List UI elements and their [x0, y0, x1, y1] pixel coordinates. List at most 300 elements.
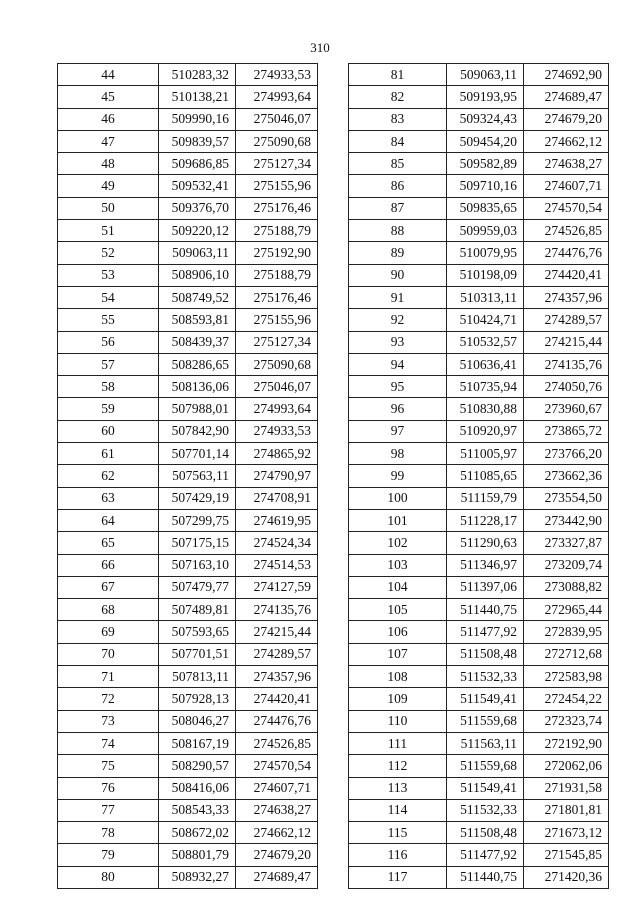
- y-coordinate-cell: 272323,74: [524, 710, 609, 732]
- point-number-cell: 104: [349, 576, 447, 598]
- table-row: [58, 554, 318, 576]
- y-coordinate-cell: 274215,44: [524, 331, 609, 353]
- point-number-cell: 60: [58, 420, 159, 442]
- table-row: [349, 465, 609, 487]
- x-coordinate-cell: 507701,14: [159, 443, 236, 465]
- point-number-cell: 88: [349, 220, 447, 242]
- point-number-cell: 46: [58, 108, 159, 130]
- x-coordinate-cell: 511559,68: [447, 710, 524, 732]
- y-coordinate-cell: 274476,76: [524, 242, 609, 264]
- table-body-left: [58, 64, 318, 889]
- point-number-cell: 63: [58, 487, 159, 509]
- x-coordinate-cell: 510079,95: [447, 242, 524, 264]
- x-coordinate-cell: 509710,16: [447, 175, 524, 197]
- y-coordinate-cell: 272712,68: [524, 643, 609, 665]
- y-coordinate-cell: 274289,57: [524, 309, 609, 331]
- table-row: [58, 331, 318, 353]
- point-number-cell: 108: [349, 666, 447, 688]
- table-row: [349, 509, 609, 531]
- y-coordinate-cell: 275155,96: [236, 175, 318, 197]
- table-row: [58, 576, 318, 598]
- point-number-cell: 86: [349, 175, 447, 197]
- x-coordinate-cell: 508286,65: [159, 353, 236, 375]
- table-row: [58, 844, 318, 866]
- x-coordinate-cell: 511346,97: [447, 554, 524, 576]
- y-coordinate-cell: 273327,87: [524, 532, 609, 554]
- point-number-cell: 61: [58, 443, 159, 465]
- y-coordinate-cell: 275127,34: [236, 153, 318, 175]
- y-coordinate-cell: 274638,27: [236, 799, 318, 821]
- point-number-cell: 103: [349, 554, 447, 576]
- point-number-cell: 106: [349, 621, 447, 643]
- table-row: [349, 621, 609, 643]
- x-coordinate-cell: 507928,13: [159, 688, 236, 710]
- table-row: [58, 353, 318, 375]
- x-coordinate-cell: 507163,10: [159, 554, 236, 576]
- table-row: [58, 822, 318, 844]
- x-coordinate-cell: 511549,41: [447, 777, 524, 799]
- y-coordinate-cell: 274526,85: [236, 732, 318, 754]
- y-coordinate-cell: 272454,22: [524, 688, 609, 710]
- y-coordinate-cell: 274662,12: [524, 130, 609, 152]
- table-row: [349, 286, 609, 308]
- y-coordinate-cell: 275176,46: [236, 197, 318, 219]
- x-coordinate-cell: 507175,15: [159, 532, 236, 554]
- point-number-cell: 91: [349, 286, 447, 308]
- x-coordinate-cell: 507429,19: [159, 487, 236, 509]
- point-number-cell: 76: [58, 777, 159, 799]
- x-coordinate-cell: 509454,20: [447, 130, 524, 152]
- x-coordinate-cell: 511508,48: [447, 643, 524, 665]
- point-number-cell: 59: [58, 398, 159, 420]
- y-coordinate-cell: 274514,53: [236, 554, 318, 576]
- y-coordinate-cell: 273766,20: [524, 443, 609, 465]
- x-coordinate-cell: 507563,11: [159, 465, 236, 487]
- y-coordinate-cell: 274689,47: [236, 866, 318, 888]
- table-row: [58, 264, 318, 286]
- x-coordinate-cell: 510198,09: [447, 264, 524, 286]
- table-row: [349, 487, 609, 509]
- point-number-cell: 99: [349, 465, 447, 487]
- y-coordinate-cell: 274357,96: [236, 666, 318, 688]
- x-coordinate-cell: 507813,11: [159, 666, 236, 688]
- x-coordinate-cell: 507988,01: [159, 398, 236, 420]
- point-number-cell: 116: [349, 844, 447, 866]
- table-row: [58, 242, 318, 264]
- coordinates-table-right: [348, 63, 609, 889]
- x-coordinate-cell: 508801,79: [159, 844, 236, 866]
- point-number-cell: 74: [58, 732, 159, 754]
- x-coordinate-cell: 507701,51: [159, 643, 236, 665]
- point-number-cell: 94: [349, 353, 447, 375]
- y-coordinate-cell: 275176,46: [236, 286, 318, 308]
- y-coordinate-cell: 272583,98: [524, 666, 609, 688]
- x-coordinate-cell: 508906,10: [159, 264, 236, 286]
- point-number-cell: 117: [349, 866, 447, 888]
- point-number-cell: 68: [58, 599, 159, 621]
- y-coordinate-cell: 274790,97: [236, 465, 318, 487]
- x-coordinate-cell: 509193,95: [447, 86, 524, 108]
- table-row: [58, 666, 318, 688]
- point-number-cell: 105: [349, 599, 447, 621]
- x-coordinate-cell: 511477,92: [447, 844, 524, 866]
- point-number-cell: 101: [349, 509, 447, 531]
- x-coordinate-cell: 509990,16: [159, 108, 236, 130]
- point-number-cell: 78: [58, 822, 159, 844]
- x-coordinate-cell: 511532,33: [447, 799, 524, 821]
- y-coordinate-cell: 273442,90: [524, 509, 609, 531]
- point-number-cell: 71: [58, 666, 159, 688]
- x-coordinate-cell: 511563,11: [447, 732, 524, 754]
- y-coordinate-cell: 275155,96: [236, 309, 318, 331]
- table-row: [349, 799, 609, 821]
- y-coordinate-cell: 271673,12: [524, 822, 609, 844]
- table-row: [58, 777, 318, 799]
- table-row: [58, 509, 318, 531]
- x-coordinate-cell: 511290,63: [447, 532, 524, 554]
- table-row: [58, 443, 318, 465]
- point-number-cell: 52: [58, 242, 159, 264]
- x-coordinate-cell: 509959,03: [447, 220, 524, 242]
- table-row: [349, 443, 609, 465]
- table-row: [349, 376, 609, 398]
- table-row: [58, 86, 318, 108]
- x-coordinate-cell: 509063,11: [447, 64, 524, 86]
- y-coordinate-cell: 274420,41: [236, 688, 318, 710]
- x-coordinate-cell: 511085,65: [447, 465, 524, 487]
- point-number-cell: 92: [349, 309, 447, 331]
- point-number-cell: 97: [349, 420, 447, 442]
- point-number-cell: 70: [58, 643, 159, 665]
- table-row: [58, 153, 318, 175]
- y-coordinate-cell: 271931,58: [524, 777, 609, 799]
- table-row: [349, 353, 609, 375]
- y-coordinate-cell: 274607,71: [236, 777, 318, 799]
- point-number-cell: 87: [349, 197, 447, 219]
- table-row: [58, 286, 318, 308]
- page-number: 310: [310, 40, 330, 55]
- table-row: [58, 465, 318, 487]
- point-number-cell: 49: [58, 175, 159, 197]
- y-coordinate-cell: 273662,36: [524, 465, 609, 487]
- table-row: [349, 688, 609, 710]
- point-number-cell: 114: [349, 799, 447, 821]
- point-number-cell: 98: [349, 443, 447, 465]
- point-number-cell: 53: [58, 264, 159, 286]
- table-row: [58, 64, 318, 86]
- point-number-cell: 77: [58, 799, 159, 821]
- y-coordinate-cell: 274708,91: [236, 487, 318, 509]
- table-row: [58, 755, 318, 777]
- table-row: [58, 197, 318, 219]
- y-coordinate-cell: 273209,74: [524, 554, 609, 576]
- point-number-cell: 50: [58, 197, 159, 219]
- y-coordinate-cell: 274127,59: [236, 576, 318, 598]
- point-number-cell: 55: [58, 309, 159, 331]
- table-row: [349, 264, 609, 286]
- y-coordinate-cell: 271801,81: [524, 799, 609, 821]
- point-number-cell: 62: [58, 465, 159, 487]
- y-coordinate-cell: 274570,54: [236, 755, 318, 777]
- x-coordinate-cell: 508136,06: [159, 376, 236, 398]
- x-coordinate-cell: 508416,06: [159, 777, 236, 799]
- point-number-cell: 65: [58, 532, 159, 554]
- x-coordinate-cell: 511159,79: [447, 487, 524, 509]
- table-row: [58, 688, 318, 710]
- table-row: [349, 64, 609, 86]
- point-number-cell: 107: [349, 643, 447, 665]
- x-coordinate-cell: 508932,27: [159, 866, 236, 888]
- table-row: [349, 822, 609, 844]
- point-number-cell: 93: [349, 331, 447, 353]
- table-row: [349, 130, 609, 152]
- x-coordinate-cell: 508672,02: [159, 822, 236, 844]
- x-coordinate-cell: 510532,57: [447, 331, 524, 353]
- point-number-cell: 66: [58, 554, 159, 576]
- point-number-cell: 96: [349, 398, 447, 420]
- x-coordinate-cell: 507299,75: [159, 509, 236, 531]
- y-coordinate-cell: 273960,67: [524, 398, 609, 420]
- x-coordinate-cell: 511005,97: [447, 443, 524, 465]
- x-coordinate-cell: 507479,77: [159, 576, 236, 598]
- coordinates-table-left: [57, 63, 318, 889]
- y-coordinate-cell: 275188,79: [236, 264, 318, 286]
- y-coordinate-cell: 274865,92: [236, 443, 318, 465]
- point-number-cell: 83: [349, 108, 447, 130]
- y-coordinate-cell: 274476,76: [236, 710, 318, 732]
- point-number-cell: 100: [349, 487, 447, 509]
- point-number-cell: 57: [58, 353, 159, 375]
- x-coordinate-cell: 511532,33: [447, 666, 524, 688]
- y-coordinate-cell: 274357,96: [524, 286, 609, 308]
- y-coordinate-cell: 272192,90: [524, 732, 609, 754]
- point-number-cell: 109: [349, 688, 447, 710]
- x-coordinate-cell: 511508,48: [447, 822, 524, 844]
- table-row: [349, 777, 609, 799]
- table-row: [349, 309, 609, 331]
- y-coordinate-cell: 275192,90: [236, 242, 318, 264]
- point-number-cell: 48: [58, 153, 159, 175]
- table-row: [58, 175, 318, 197]
- y-coordinate-cell: 274679,20: [236, 844, 318, 866]
- x-coordinate-cell: 509220,12: [159, 220, 236, 242]
- y-coordinate-cell: 274619,95: [236, 509, 318, 531]
- point-number-cell: 56: [58, 331, 159, 353]
- table-row: [349, 398, 609, 420]
- x-coordinate-cell: 511559,68: [447, 755, 524, 777]
- point-number-cell: 45: [58, 86, 159, 108]
- point-number-cell: 115: [349, 822, 447, 844]
- y-coordinate-cell: 274933,53: [236, 64, 318, 86]
- point-number-cell: 84: [349, 130, 447, 152]
- y-coordinate-cell: 275127,34: [236, 331, 318, 353]
- table-row: [58, 487, 318, 509]
- x-coordinate-cell: 508543,33: [159, 799, 236, 821]
- point-number-cell: 73: [58, 710, 159, 732]
- y-coordinate-cell: 274570,54: [524, 197, 609, 219]
- table-row: [349, 643, 609, 665]
- y-coordinate-cell: 274933,53: [236, 420, 318, 442]
- table-row: [349, 866, 609, 888]
- point-number-cell: 95: [349, 376, 447, 398]
- x-coordinate-cell: 511228,17: [447, 509, 524, 531]
- y-coordinate-cell: 274607,71: [524, 175, 609, 197]
- table-row: [58, 108, 318, 130]
- point-number-cell: 112: [349, 755, 447, 777]
- table-row: [58, 420, 318, 442]
- x-coordinate-cell: 508749,52: [159, 286, 236, 308]
- point-number-cell: 82: [349, 86, 447, 108]
- table-row: [349, 220, 609, 242]
- x-coordinate-cell: 507489,81: [159, 599, 236, 621]
- x-coordinate-cell: 508290,57: [159, 755, 236, 777]
- x-coordinate-cell: 509063,11: [159, 242, 236, 264]
- x-coordinate-cell: 510920,97: [447, 420, 524, 442]
- table-row: [58, 532, 318, 554]
- point-number-cell: 79: [58, 844, 159, 866]
- table-row: [58, 799, 318, 821]
- y-coordinate-cell: 274135,76: [524, 353, 609, 375]
- point-number-cell: 85: [349, 153, 447, 175]
- y-coordinate-cell: 275090,68: [236, 130, 318, 152]
- x-coordinate-cell: 510830,88: [447, 398, 524, 420]
- table-row: [58, 376, 318, 398]
- table-row: [349, 844, 609, 866]
- point-number-cell: 72: [58, 688, 159, 710]
- point-number-cell: 111: [349, 732, 447, 754]
- x-coordinate-cell: 509532,41: [159, 175, 236, 197]
- table-row: [58, 866, 318, 888]
- y-coordinate-cell: 272062,06: [524, 755, 609, 777]
- point-number-cell: 51: [58, 220, 159, 242]
- y-coordinate-cell: 273865,72: [524, 420, 609, 442]
- table-row: [58, 732, 318, 754]
- y-coordinate-cell: 274638,27: [524, 153, 609, 175]
- y-coordinate-cell: 275046,07: [236, 108, 318, 130]
- x-coordinate-cell: 509376,70: [159, 197, 236, 219]
- point-number-cell: 67: [58, 576, 159, 598]
- point-number-cell: 69: [58, 621, 159, 643]
- point-number-cell: 47: [58, 130, 159, 152]
- table-row: [58, 398, 318, 420]
- table-row: [58, 220, 318, 242]
- point-number-cell: 90: [349, 264, 447, 286]
- table-row: [58, 309, 318, 331]
- point-number-cell: 64: [58, 509, 159, 531]
- table-row: [349, 599, 609, 621]
- table-row: [349, 175, 609, 197]
- point-number-cell: 44: [58, 64, 159, 86]
- point-number-cell: 89: [349, 242, 447, 264]
- y-coordinate-cell: 271545,85: [524, 844, 609, 866]
- y-coordinate-cell: 274692,90: [524, 64, 609, 86]
- table-row: [349, 576, 609, 598]
- x-coordinate-cell: 510424,71: [447, 309, 524, 331]
- x-coordinate-cell: 510313,11: [447, 286, 524, 308]
- y-coordinate-cell: 275188,79: [236, 220, 318, 242]
- x-coordinate-cell: 507842,90: [159, 420, 236, 442]
- table-row: [349, 710, 609, 732]
- y-coordinate-cell: 275090,68: [236, 353, 318, 375]
- table-row: [58, 599, 318, 621]
- x-coordinate-cell: 511477,92: [447, 621, 524, 643]
- table-row: [349, 755, 609, 777]
- table-row: [349, 108, 609, 130]
- y-coordinate-cell: 274050,76: [524, 376, 609, 398]
- y-coordinate-cell: 271420,36: [524, 866, 609, 888]
- table-row: [58, 621, 318, 643]
- y-coordinate-cell: 274993,64: [236, 86, 318, 108]
- x-coordinate-cell: 508167,19: [159, 732, 236, 754]
- table-row: [349, 153, 609, 175]
- table-row: [58, 643, 318, 665]
- table-row: [349, 532, 609, 554]
- point-number-cell: 75: [58, 755, 159, 777]
- x-coordinate-cell: 509582,89: [447, 153, 524, 175]
- table-row: [58, 710, 318, 732]
- x-coordinate-cell: 511440,75: [447, 599, 524, 621]
- table-row: [349, 420, 609, 442]
- y-coordinate-cell: 274689,47: [524, 86, 609, 108]
- point-number-cell: 58: [58, 376, 159, 398]
- y-coordinate-cell: 274526,85: [524, 220, 609, 242]
- y-coordinate-cell: 274420,41: [524, 264, 609, 286]
- x-coordinate-cell: 509839,57: [159, 130, 236, 152]
- y-coordinate-cell: 272839,95: [524, 621, 609, 643]
- point-number-cell: 110: [349, 710, 447, 732]
- x-coordinate-cell: 511440,75: [447, 866, 524, 888]
- table-row: [349, 197, 609, 219]
- point-number-cell: 81: [349, 64, 447, 86]
- x-coordinate-cell: 510138,21: [159, 86, 236, 108]
- y-coordinate-cell: 273088,82: [524, 576, 609, 598]
- x-coordinate-cell: 508439,37: [159, 331, 236, 353]
- y-coordinate-cell: 274135,76: [236, 599, 318, 621]
- point-number-cell: 102: [349, 532, 447, 554]
- table-row: [58, 130, 318, 152]
- table-row: [349, 331, 609, 353]
- x-coordinate-cell: 511549,41: [447, 688, 524, 710]
- y-coordinate-cell: 274662,12: [236, 822, 318, 844]
- x-coordinate-cell: 511397,06: [447, 576, 524, 598]
- x-coordinate-cell: 509835,65: [447, 197, 524, 219]
- point-number-cell: 113: [349, 777, 447, 799]
- point-number-cell: 80: [58, 866, 159, 888]
- y-coordinate-cell: 273554,50: [524, 487, 609, 509]
- table-row: [349, 242, 609, 264]
- x-coordinate-cell: 510636,41: [447, 353, 524, 375]
- x-coordinate-cell: 509686,85: [159, 153, 236, 175]
- table-row: [349, 554, 609, 576]
- x-coordinate-cell: 510735,94: [447, 376, 524, 398]
- y-coordinate-cell: 274993,64: [236, 398, 318, 420]
- y-coordinate-cell: 274524,34: [236, 532, 318, 554]
- x-coordinate-cell: 509324,43: [447, 108, 524, 130]
- y-coordinate-cell: 272965,44: [524, 599, 609, 621]
- x-coordinate-cell: 510283,32: [159, 64, 236, 86]
- table-row: [349, 732, 609, 754]
- table-row: [349, 86, 609, 108]
- x-coordinate-cell: 508046,27: [159, 710, 236, 732]
- x-coordinate-cell: 507593,65: [159, 621, 236, 643]
- y-coordinate-cell: 274679,20: [524, 108, 609, 130]
- x-coordinate-cell: 508593,81: [159, 309, 236, 331]
- y-coordinate-cell: 274289,57: [236, 643, 318, 665]
- y-coordinate-cell: 274215,44: [236, 621, 318, 643]
- table-body-right: [349, 64, 609, 889]
- point-number-cell: 54: [58, 286, 159, 308]
- y-coordinate-cell: 275046,07: [236, 376, 318, 398]
